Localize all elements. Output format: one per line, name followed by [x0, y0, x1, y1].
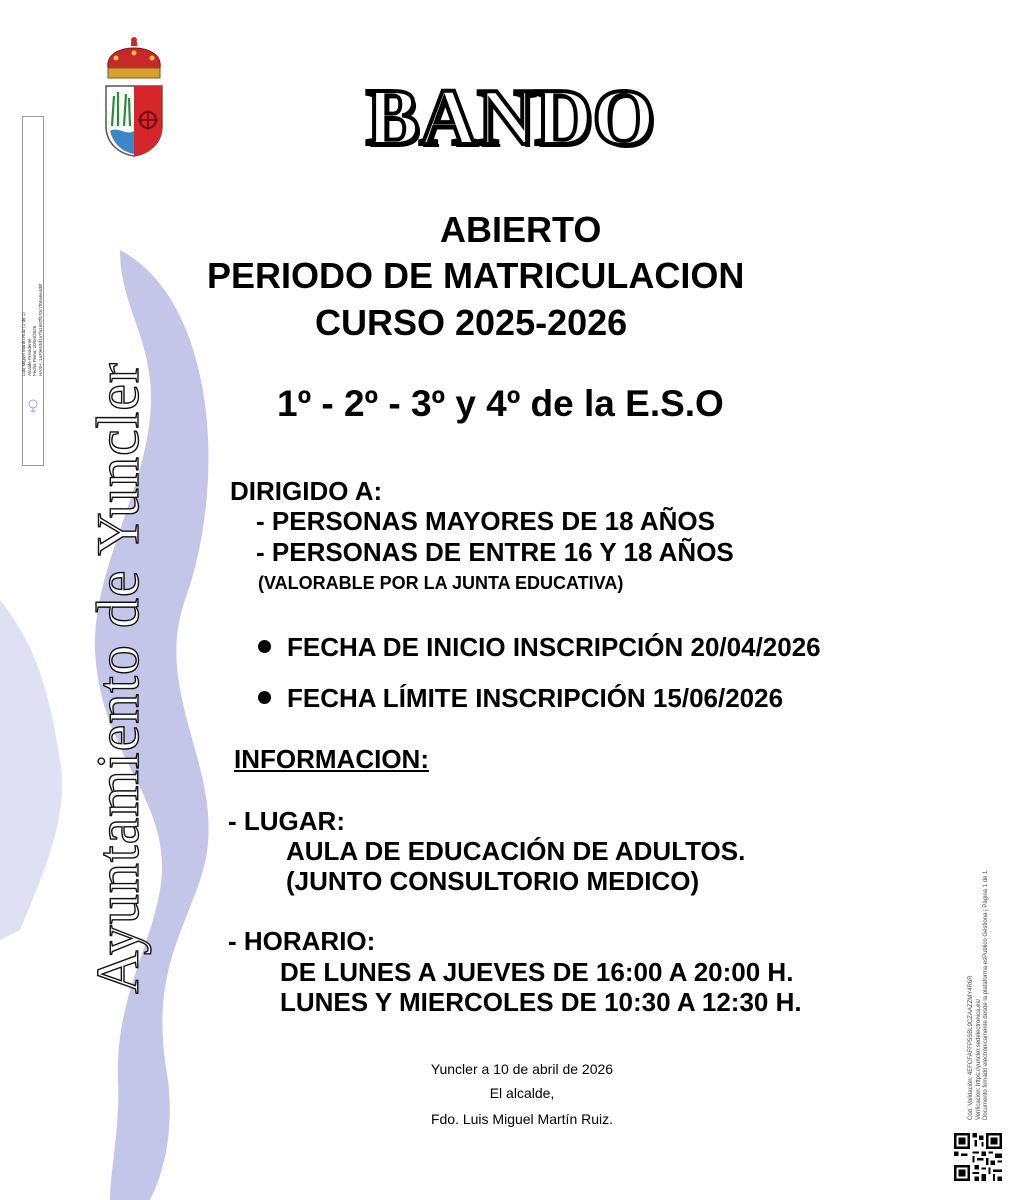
bullet-icon [258, 640, 271, 653]
headline-enrollment: PERIODO DE MATRICULACION [207, 255, 745, 296]
target-note: (VALORABLE POR LA JUNTA EDUCATIVA) [258, 573, 624, 593]
schedule-line: DE LUNES A JUEVES DE 16:00 A 20:00 H. [280, 957, 794, 987]
info-heading: INFORMACION: [234, 744, 429, 774]
target-item: - PERSONAS DE ENTRE 16 Y 18 AÑOS [256, 537, 734, 567]
signer-role: El alcalde, [489, 1085, 555, 1101]
start-date-item [258, 632, 821, 662]
vertical-title: Ayuntamiento de Yuncler [85, 362, 151, 994]
signature-text: Luis Miguel Martín Ruiz (1 de 1) Alcalde Presidente Fecha Firma: 10/04/2026 HASH: 1a70e53d1a7fa1687fb70c7f06a6e4d0f [21, 283, 43, 376]
headline-course: CURSO 2025-2026 [315, 302, 628, 343]
page-title: BANDO [366, 74, 655, 162]
schedule-line: LUNES Y MIERCOLES DE 10:30 A 12:30 H. [280, 987, 802, 1017]
place-line: (JUNTO CONSULTORIO MEDICO) [286, 866, 700, 896]
target-heading: DIRIGIDO A: [230, 476, 383, 506]
start-date: FECHA DE INICIO INSCRIPCIÓN 20/04/2026 [287, 632, 821, 662]
bullet-icon [258, 691, 271, 704]
coat-of-arms-icon [100, 36, 168, 160]
schedule-label: - HORARIO: [228, 926, 376, 956]
qr-code-icon[interactable] [954, 1133, 1002, 1181]
end-date: FECHA LÍMITE INSCRIPCIÓN 15/06/2026 [287, 683, 784, 713]
headline-open: ABIERTO [440, 209, 602, 250]
place-date: Yuncler a 10 de abril de 2026 [430, 1061, 614, 1077]
target-item: - PERSONAS MAYORES DE 18 AÑOS [256, 506, 715, 536]
education-levels: 1º - 2º - 3º y 4º de la E.S.O [277, 383, 724, 424]
signer-name: Fdo. Luis Miguel Martín Ruiz. [430, 1111, 614, 1127]
end-date-item [258, 683, 783, 713]
validation-text: Cód. Validación: 4EFCFAFFP5SBL9CZAAZZMY4R6R Verificación: https://yuncler.sedelectronica.es/ Documento firmado electrónicamente desde la plataforma esPublico Gestiona | Página 1 de 1 [968, 870, 989, 1120]
place-line: AULA DE EDUCACIÓN DE ADULTOS. [286, 836, 746, 866]
place-label: - LUGAR: [228, 806, 345, 836]
signature-emblem-icon [26, 398, 40, 414]
